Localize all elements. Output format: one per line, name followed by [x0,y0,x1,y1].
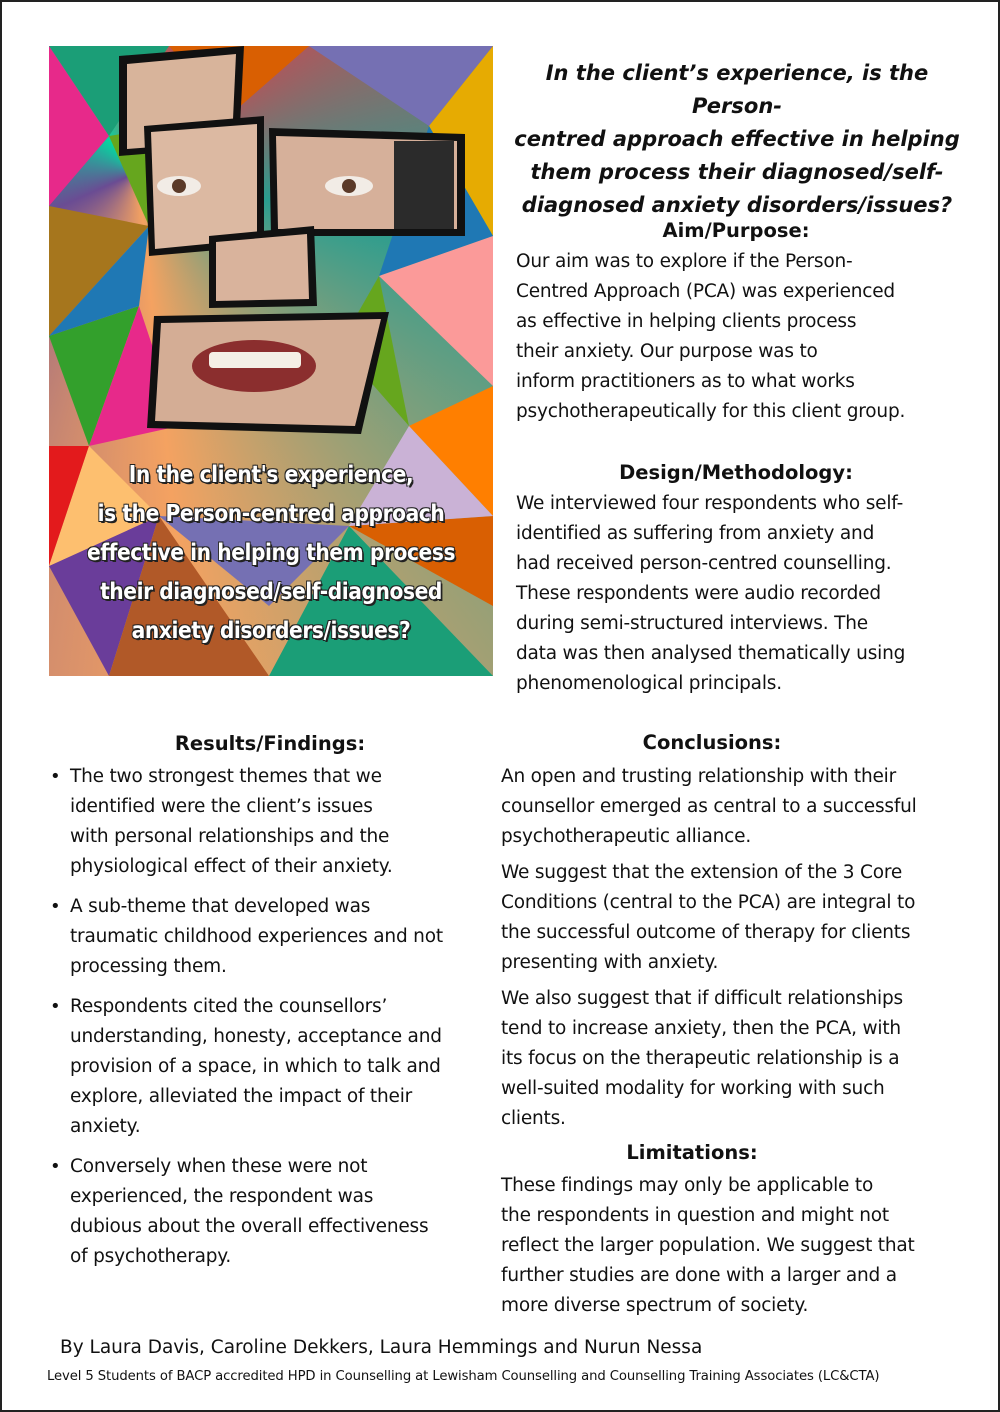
caption-line: is the Person-centred approach [97,501,445,527]
results-body [50,762,490,1282]
conclusion-line: counsellor emerged as central to a successful [501,796,917,817]
design-line: during semi-structured interviews. The [516,613,868,634]
conclusion-line: clients. [501,1108,566,1129]
conclusion-line: presenting with anxiety. [501,952,719,973]
finding-line: traumatic childhood experiences and not [70,926,443,947]
caption-line: anxiety disorders/issues? [131,618,411,644]
finding-item [50,992,490,1142]
conclusion-line: tend to increase anxiety, then the PCA, with [501,1018,901,1039]
conclusion-paragraph [501,762,971,852]
results-heading: Results/Findings: [174,732,366,755]
image-caption [76,456,467,651]
limitations-line: reflect the larger population. We suggest that [501,1235,915,1256]
aim-line: psychotherapeutically for this client group. [516,401,906,422]
finding-item [50,1152,490,1272]
finding-line: physiological effect of their anxiety. [70,856,393,877]
finding-item [50,892,490,982]
design-line: We interviewed four respondents who self- [516,493,904,514]
finding-line: provision of a space, in which to talk and [70,1056,441,1077]
finding-line: dubious about the overall effectiveness [70,1216,429,1237]
research-question-title [507,57,967,222]
conclusion-paragraph [501,984,971,1134]
limitations-heading: Limitations: [626,1141,758,1164]
conclusions-heading: Conclusions: [642,731,782,754]
design-line: phenomenological principals. [516,673,782,694]
design-line: data was then analysed thematically using [516,643,906,664]
findings-list [50,762,490,1272]
conclusion-line: the successful outcome of therapy for clients [501,922,911,943]
design-line: identified as suffering from anxiety and [516,523,875,544]
limitations-line: more diverse spectrum of society. [501,1295,809,1316]
finding-line: • Respondents cited the counsellors’ [70,996,388,1017]
limitations-body [501,1171,971,1321]
conclusion-line: well-suited modality for working with such [501,1078,885,1099]
aim-line: inform practitioners as to what works [516,371,855,392]
design-line: These respondents were audio recorded [516,583,881,604]
title-line: centred approach effective in helping [514,127,960,151]
finding-line: identified were the client’s issues [70,796,373,817]
conclusion-line: We suggest that the extension of the 3 Core [501,862,903,883]
limitations-line: These findings may only be applicable to [501,1175,874,1196]
aim-line: Centred Approach (PCA) was experienced [516,281,895,302]
design-line: had received person-centred counselling. [516,553,892,574]
design-heading: Design/Methodology: [619,461,853,484]
conclusion-paragraph [501,858,971,978]
aim-line: as effective in helping clients process [516,311,857,332]
finding-line: with personal relationships and the [70,826,390,847]
finding-line: anxiety. [70,1116,141,1137]
title-line: diagnosed anxiety disorders/issues? [521,193,953,217]
aim-line: their anxiety. Our purpose was to [516,341,818,362]
conclusions-body [501,762,971,1140]
limitations-line: further studies are done with a larger and a [501,1265,897,1286]
conclusion-line: Conditions (central to the PCA) are integral to [501,892,916,913]
conclusion-line: psychotherapeutic alliance. [501,826,751,847]
title-line: them process their diagnosed/self- [530,160,944,184]
title-line: In the client’s experience, is the Person- [545,61,929,118]
caption-line: their diagnosed/self-diagnosed [100,579,442,605]
finding-line: explore, alleviated the impact of their [70,1086,413,1107]
caption-line: effective in helping them process [86,540,456,566]
conclusion-line: its focus on the therapeutic relationship is a [501,1048,900,1069]
finding-line: of psychotherapy. [70,1246,232,1267]
finding-line: understanding, honesty, acceptance and [70,1026,442,1047]
conclusion-line: We also suggest that if difficult relationships [501,988,903,1009]
aim-line: Our aim was to explore if the Person- [516,251,853,272]
collage-image [49,46,493,676]
caption-line: In the client's experience, [128,462,414,488]
conclusion-line: An open and trusting relationship with their [501,766,897,787]
design-body [516,489,966,699]
authors-line: By Laura Davis, Caroline Dekkers, Laura Hemmings and Nurun Nessa [60,1337,703,1358]
limitations-line: the respondents in question and might not [501,1205,889,1226]
finding-line: • Conversely when these were not [70,1156,368,1177]
finding-item [50,762,490,882]
finding-line: processing them. [70,956,227,977]
aim-heading: Aim/Purpose: [662,219,810,242]
finding-line: • A sub-theme that developed was [70,896,371,917]
finding-line: experienced, the respondent was [70,1186,374,1207]
finding-line: • The two strongest themes that we [70,766,382,787]
aim-body [516,247,966,427]
affiliation-line: Level 5 Students of BACP accredited HPD in Counselling at Lewisham Counselling and Counselling Training Associates (LC&CTA) [47,1369,880,1384]
